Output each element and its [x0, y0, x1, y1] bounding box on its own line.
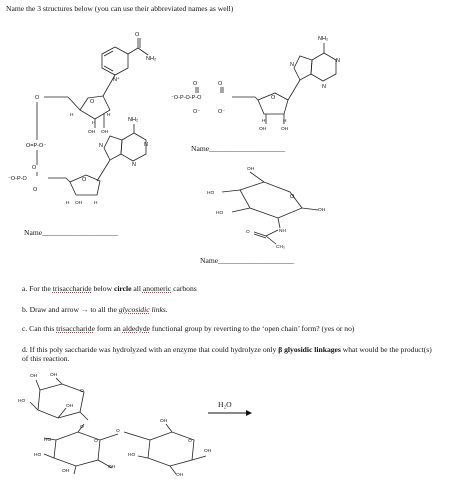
svg-text:O=P-O⁻: O=P-O⁻	[26, 143, 47, 149]
svg-text:CH₃: CH₃	[276, 245, 285, 250]
svg-text:O: O	[35, 95, 40, 101]
name-label-structure-2: Name____________________	[191, 144, 286, 153]
nad-structure	[8, 32, 156, 206]
svg-text:N: N	[322, 84, 326, 90]
svg-text:NH₂: NH₂	[128, 117, 139, 123]
svg-text:O: O	[193, 81, 198, 87]
sugar-ring-1	[38, 384, 84, 418]
svg-text:OH: OH	[160, 419, 168, 424]
svg-text:OH: OH	[281, 127, 289, 132]
svg-text:O: O	[271, 95, 276, 101]
adp-structure	[171, 36, 340, 132]
glcnac-ring	[240, 182, 302, 218]
atom-o: O	[135, 32, 140, 38]
svg-text:H: H	[262, 119, 266, 124]
svg-text:⁻O-P-O-P-O: ⁻O-P-O-P-O	[171, 95, 202, 101]
ribose-ring-1	[80, 96, 110, 119]
svg-text:N: N	[132, 162, 136, 168]
svg-text:N: N	[336, 58, 340, 64]
svg-text:HO: HO	[128, 453, 136, 458]
svg-text:HO: HO	[216, 211, 224, 216]
atom-nh2: NH₂	[146, 56, 157, 62]
name-label-structure-3: Name____________________	[200, 256, 295, 265]
svg-text:O: O	[90, 99, 95, 105]
sugar-ring-2	[54, 432, 100, 466]
svg-text:HO: HO	[207, 191, 215, 196]
svg-text:H: H	[66, 201, 70, 206]
svg-text:OH: OH	[108, 465, 116, 470]
svg-text:N: N	[99, 143, 103, 149]
svg-text:NH: NH	[279, 229, 286, 234]
trisaccharide-structure	[18, 372, 212, 478]
nicotinamide-ring	[102, 47, 128, 75]
svg-text:HO: HO	[44, 438, 52, 443]
question-d: d. If this poly saccharide was hydrolyzed with an enzyme that could hydrolyze only β glyosidic linkages what would be the product(s) of this reaction.	[22, 345, 432, 363]
svg-text:O: O	[246, 230, 250, 235]
reagent-label: H₂O	[218, 400, 232, 409]
svg-text:OH: OH	[88, 130, 96, 135]
adp-adenine-6	[311, 53, 336, 81]
svg-text:OH: OH	[30, 374, 38, 379]
svg-text:O⁻: O⁻	[218, 109, 226, 115]
svg-text:H: H	[283, 119, 287, 124]
svg-text:O: O	[188, 439, 192, 444]
svg-text:HO: HO	[18, 399, 26, 404]
question-b: b. Draw and arrow → to all the glycosidic links.	[22, 305, 168, 314]
glcnac-structure	[207, 166, 326, 250]
atom-n-plus: N⁺	[113, 77, 120, 83]
svg-text:OH: OH	[204, 449, 212, 454]
svg-text:OH: OH	[101, 130, 109, 135]
svg-text:OH: OH	[66, 404, 74, 409]
adenine-ring-5	[104, 136, 122, 160]
svg-text:O: O	[94, 439, 98, 444]
svg-text:O: O	[290, 194, 295, 200]
svg-text:O⁻: O⁻	[193, 109, 201, 115]
svg-text:OH: OH	[75, 201, 83, 206]
svg-text:O: O	[80, 389, 84, 394]
svg-text:O: O	[116, 429, 120, 434]
svg-text:HO: HO	[34, 453, 42, 458]
svg-text:O: O	[80, 425, 84, 430]
svg-text:N: N	[144, 142, 148, 148]
adenine-ring-6	[121, 133, 146, 161]
svg-text:H: H	[94, 201, 98, 206]
svg-text:H: H	[70, 113, 74, 118]
svg-text:OH: OH	[247, 167, 255, 172]
svg-text:⁻O-P-O: ⁻O-P-O	[8, 176, 27, 182]
svg-text:OH: OH	[318, 208, 326, 213]
svg-text:NH₂: NH₂	[318, 36, 329, 42]
svg-text:H: H	[107, 113, 111, 118]
question-c: c. Can this trisaccharide form an aldedyde functional group by reverting to the ‘open chain’ form? (yes or no)	[22, 324, 355, 333]
svg-text:OH: OH	[259, 127, 267, 132]
question-a: a. For the trisaccharide below circle all anomeric carbons	[22, 284, 197, 293]
svg-text:OH: OH	[62, 469, 70, 474]
svg-text:O: O	[218, 81, 223, 87]
svg-text:OH: OH	[176, 473, 184, 478]
svg-text:OH: OH	[50, 373, 58, 378]
name-label-structure-1: Name____________________	[24, 228, 119, 237]
svg-text:O: O	[33, 187, 38, 193]
svg-text:O: O	[32, 165, 37, 171]
svg-text:N: N	[290, 62, 294, 68]
adp-adenine-5	[294, 56, 312, 80]
svg-text:H: H	[92, 121, 96, 126]
svg-text:O: O	[82, 177, 87, 183]
sugar-ring-3	[148, 432, 194, 466]
header-instruction: Name the 3 structures below (you can use their abbreviated names as well)	[6, 4, 234, 13]
